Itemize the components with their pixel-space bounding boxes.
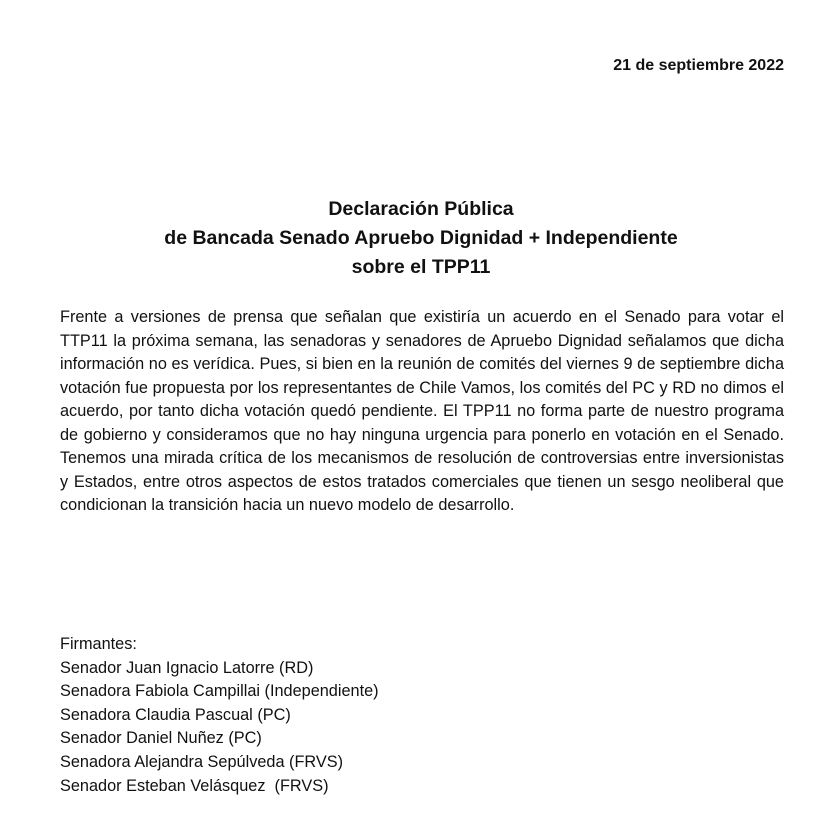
title-line-1: Declaración Pública [328, 198, 514, 220]
signers-heading: Firmantes: [60, 635, 137, 653]
title-line-2: de Bancada Senado Apruebo Dignidad + Independiente [164, 227, 678, 249]
signer-6: Senador Esteban Velásquez (FRVS) [60, 776, 329, 795]
signer-1: Senador Juan Ignacio Latorre (RD) [60, 658, 314, 677]
document-title [0, 195, 828, 282]
signers-section [60, 633, 379, 798]
signer-3: Senadora Claudia Pascual (PC) [60, 705, 291, 724]
signer-4: Senador Daniel Nuñez (PC) [60, 729, 262, 748]
title-line-3: sobre el TPP11 [351, 256, 491, 278]
statement-paragraph: Frente a versiones de prensa que señalan que existiría un acuerdo en el Senado para votar el TTP11 la próxima semana, las senadoras y senadores de Apruebo Dignidad señalamos que dicha información no es verídica. Pues, si bien en la reunión de comités del viernes 9 de septiembre dicha votación fue propuesta por los representantes de Chile Vamos, los comités del PC y RD no dimos el acuerdo, por tanto dicha votación quedó pendiente. El TPP11 no forma parte de nuestro programa de gobierno y consideramos que no hay ninguna urgencia para ponerlo en votación en el Senado. Tenemos una mirada crítica de los mecanismos de resolución de controversias entre inversionistas y Estados, entre otros aspectos de estos tratados comerciales que tienen un sesgo neoliberal que condicionan la transición hacia un nuevo modelo de desarrollo. [60, 308, 784, 514]
signer-2: Senadora Fabiola Campillai (Independiente) [60, 682, 379, 701]
document-date: 21 de septiembre 2022 [613, 57, 784, 74]
signer-5: Senadora Alejandra Sepúlveda (FRVS) [60, 752, 343, 771]
